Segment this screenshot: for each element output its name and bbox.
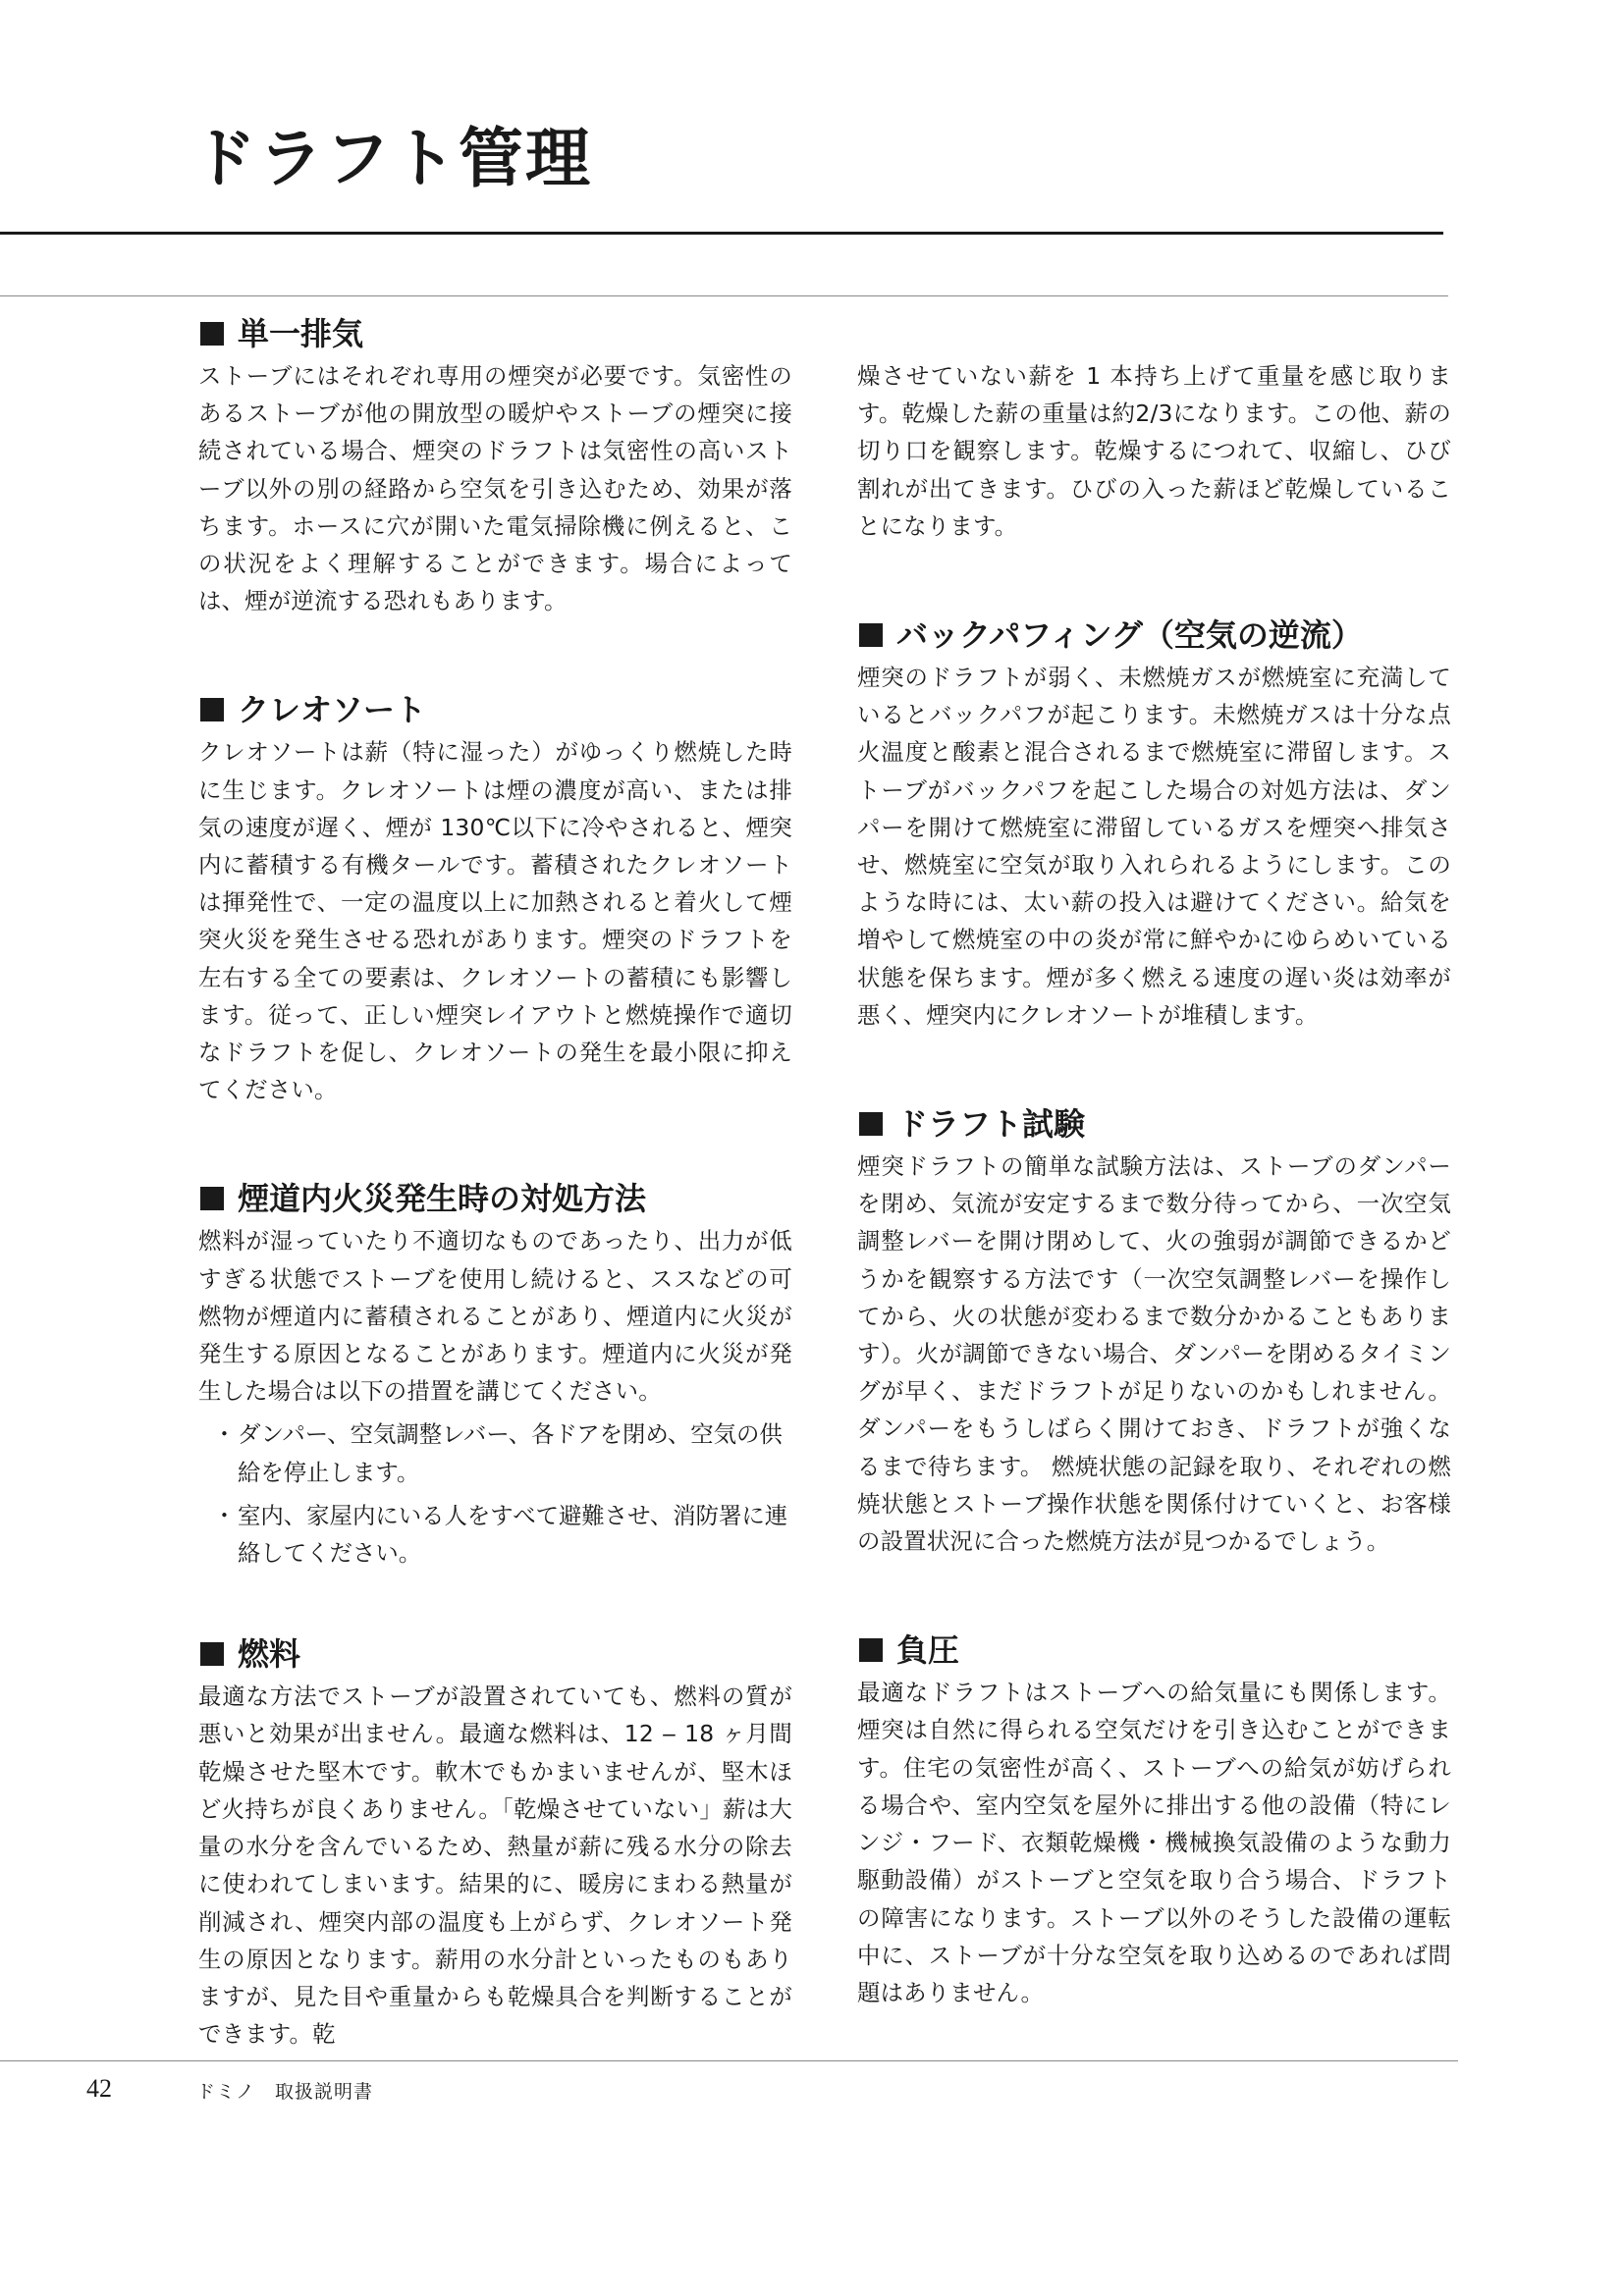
section-body: 燃料が湿っていたり不適切なものであったり、出力が低すぎる状態でストーブを使用し続けると、ススなどの可燃物が煙道内に蓄積されることがあり、煙道内に火災が発生する原因となることがあります。煙道内に火災が発生した場合は以下の措置を講じてください。 (198, 1227, 792, 1406)
black-square-icon (200, 322, 224, 346)
left-column (198, 312, 792, 2053)
section-fuel (198, 1632, 792, 2053)
section-heading (198, 1177, 792, 1220)
bullet-list (198, 1415, 792, 1572)
bullet-mark: ・ (212, 1420, 237, 1449)
black-square-icon (859, 1638, 883, 1662)
section-title: 燃料 (238, 1635, 301, 1674)
section-body: 最適な方法でストーブが設置されていても、燃料の質が悪いと効果が出ません。最適な燃料は、12 ‒ 18 ヶ月間乾燥させた堅木です。軟木でもかまいませんが、堅木ほど火持ちが良くありません。「乾燥させていない」薪は大量の水分を含んでいるため、熱量が薪に残る水分の除去に使われてしまいます。結果的に、暖房にまわる熱量が削減され、煙突内部の温度も上がらず、クレオソート発生の原因となります。薪用の水分計といったものもありますが、見た目や重量からも乾燥具合を判断することができます。乾 (198, 1682, 792, 2049)
section-body: 燥させていない薪を 1 本持ち上げて重量を感じ取ります。乾燥した薪の重量は約2/3になります。この他、薪の切り口を観察します。乾燥するにつれて、収縮し、ひび割れが出てきます。ひびの入った薪ほど乾燥していることになります。 (857, 362, 1451, 540)
section-single-exhaust (198, 312, 792, 619)
title-rule (0, 232, 1443, 235)
section-creosote (198, 688, 792, 1108)
section-heading (198, 688, 792, 731)
section-fuel-continued (857, 312, 1451, 545)
page-number: 42 (86, 2074, 112, 2103)
black-square-icon (200, 698, 224, 721)
list-item (198, 1415, 792, 1490)
section-title: 煙道内火災発生時の対処方法 (238, 1180, 647, 1218)
section-body: ストーブにはそれぞれ専用の煙突が必要です。気密性のあるストーブが他の開放型の暖炉やストーブの煙突に接続されている場合、煙突のドラフトは気密性の高いストーブ以外の別の経路から空気を引き込むため、効果が落ちます。ホースに穴が開いた電気掃除機に例えると、この状況をよく理解することができます。場合によっては、煙が逆流する恐れもあります。 (198, 362, 792, 615)
black-square-icon (200, 1187, 224, 1210)
page-title: ドラフト管理 (191, 120, 592, 196)
section-title: バックパフィング（空気の逆流） (896, 616, 1363, 655)
section-negative-pressure (857, 1629, 1451, 2011)
section-backpuffing (857, 614, 1451, 1034)
section-body: 最適なドラフトはストーブへの給気量にも関係します。煙突は自然に得られる空気だけを引き込むことができます。住宅の気密性が高く、ストーブへの給気が妨げられる場合や、室内空気を屋外に排出する他の設備（特にレンジ・フード、衣類乾燥機・機械換気設備のような動力駆動設備）がストーブと空気を取り合う場合、ドラフトの障害になります。ストーブ以外のそうした設備の運転中に、ストーブが十分な空気を取り込めるのであれば問題はありません。 (857, 1679, 1451, 2006)
header-divider (0, 295, 1448, 296)
section-title: 負圧 (896, 1631, 960, 1670)
list-item (198, 1497, 792, 1572)
section-body: クレオソートは薪（特に湿った）がゆっくり燃焼した時に生じます。クレオソートは煙の濃度が高い、または排気の速度が遅く、煙が 130℃以下に冷やされると、煙突内に蓄積する有機タールです。蓄積されたクレオソートは揮発性で、一定の温度以上に加熱されると着火して煙突火災を発生させる恐れがあります。煙突のドラフトを左右する全ての要素は、クレオソートの蓄積にも影響します。従って、正しい煙突レイアウトと燃焼操作で適切なドラフトを促し、クレオソートの発生を最小限に抑えてください。 (198, 738, 792, 1104)
section-heading (198, 1632, 792, 1676)
black-square-icon (859, 1112, 883, 1136)
section-title: ドラフト試験 (896, 1105, 1086, 1144)
section-body: 煙突ドラフトの簡単な試験方法は、ストーブのダンパーを閉め、気流が安定するまで数分待ってから、一次空気調整レバーを開け閉めして、火の強弱が調節できるかどうかを観察する方法です（一次空気調整レバーを操作してから、火の状態が変わるまで数分かかることもあります）。火が調節できない場合、ダンパーを閉めるタイミングが早く、まだドラフトが足りないのかもしれません。ダンパーをもうしばらく開けておき、ドラフトが強くなるまで待ちます。 燃焼状態の記録を取り、それぞれの燃焼状態とストーブ操作状態を関係付けていくと、お客様の設置状況に合った燃焼方法が見つかるでしょう。 (857, 1152, 1451, 1556)
footer-title: ドミノ 取扱説明書 (196, 2081, 374, 2103)
footer-divider (0, 2060, 1458, 2061)
section-heading (857, 614, 1451, 657)
section-draft-test (857, 1102, 1451, 1560)
right-column (857, 312, 1451, 2011)
list-item-text: ダンパー、空気調整レバー、各ドアを閉め、空気の供給を停止します。 (238, 1420, 783, 1486)
section-title: クレオソート (238, 691, 427, 729)
section-heading (857, 1629, 1451, 1672)
section-chimney-fire (198, 1177, 792, 1572)
section-heading (857, 1102, 1451, 1146)
list-item-text: 室内、家屋内にいる人をすべて避難させ、消防署に連絡してください。 (238, 1501, 788, 1568)
section-body: 煙突のドラフトが弱く、未燃焼ガスが燃焼室に充満しているとバックパフが起こります。未燃焼ガスは十分な点火温度と酸素と混合されるまで燃焼室に滞留します。ストーブがバックパフを起こした場合の対処方法は、ダンパーを開けて燃焼室に滞留しているガスを煙突へ排気させ、燃焼室に空気が取り入れられるようにします。このような時には、太い薪の投入は避けてください。給気を増やして燃焼室の中の炎が常に鮮やかにゆらめいている状態を保ちます。煙が多く燃える速度の遅い炎は効率が悪く、煙突内にクレオソートが堆積します。 (857, 664, 1451, 1029)
section-title: 単一排気 (238, 315, 364, 352)
black-square-icon (859, 623, 883, 647)
black-square-icon (200, 1642, 224, 1666)
bullet-mark: ・ (212, 1501, 237, 1529)
section-heading (198, 312, 792, 355)
